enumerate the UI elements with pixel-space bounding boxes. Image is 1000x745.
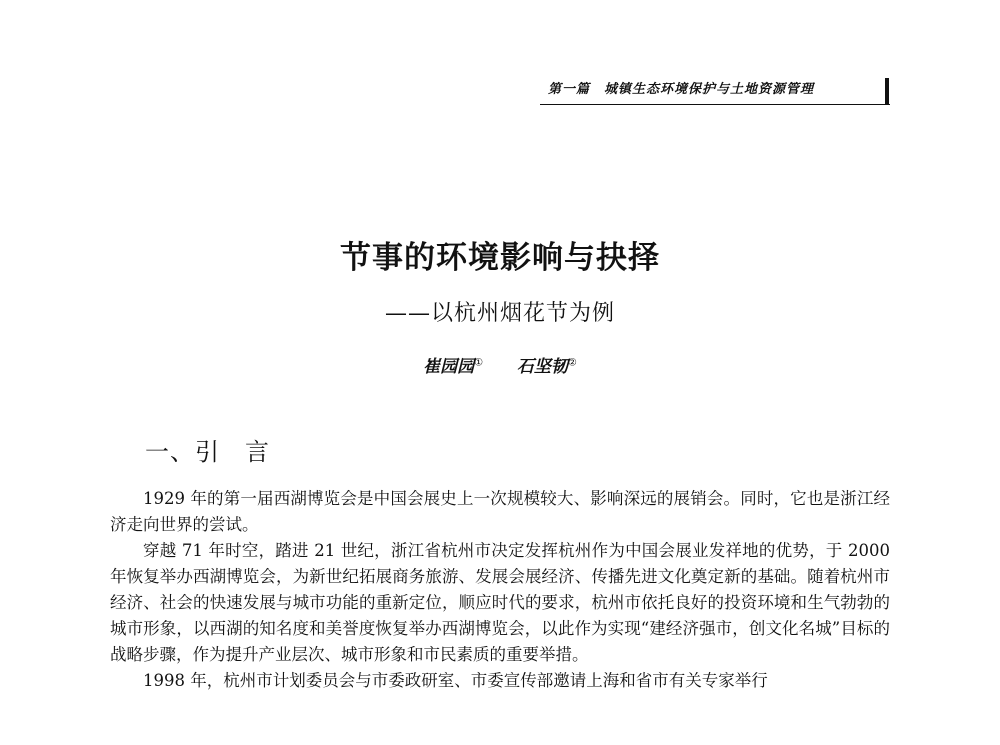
paragraph: 穿越 71 年时空，踏进 21 世纪，浙江省杭州市决定发挥杭州作为中国会展业发祥地的优势，于 2000 年恢复举办西湖博览会，为新世纪拓展商务旅游、发展会展经济、传播先进文化奠定新的基础。随着杭州市经济、社会的快速发展与城市功能的重新定位，顺应时代的要求，杭州市依托良好的投资环境和生气勃勃的城市形象，以西湖的知名度和美誉度恢复举办西湖博览会，以此作为实现“建经济强市，创文化名城”目标的战略步骤，作为提升产业层次、城市形象和市民素质的重要举措。 — [110, 541, 890, 664]
body-text — [110, 486, 890, 694]
running-header: 第一篇 城镇生态环境保护与土地资源管理 — [548, 82, 815, 97]
header-bar — [885, 78, 889, 105]
author-note-1: ① — [474, 357, 484, 369]
paragraph: 1929 年的第一届西湖博览会是中国会展史上一次规模较大、影响深远的展销会。同时，它也是浙江经济走向世界的尝试。 — [110, 489, 890, 534]
author-line — [0, 352, 1000, 377]
article-title: 节事的环境影响与抉择 — [340, 240, 660, 276]
author-note-2: ② — [567, 357, 577, 369]
section-heading: 一、引 言 — [145, 438, 270, 466]
paragraph: 1998 年，杭州市计划委员会与市委政研室、市委宣传部邀请上海和省市有关专家举行 — [143, 671, 768, 690]
author-name-1: 崔园园 — [423, 357, 475, 377]
author-name-2: 石坚韧 — [516, 357, 568, 377]
header-rule — [540, 104, 890, 105]
article-subtitle: ——以杭州烟花节为例 — [384, 301, 615, 326]
